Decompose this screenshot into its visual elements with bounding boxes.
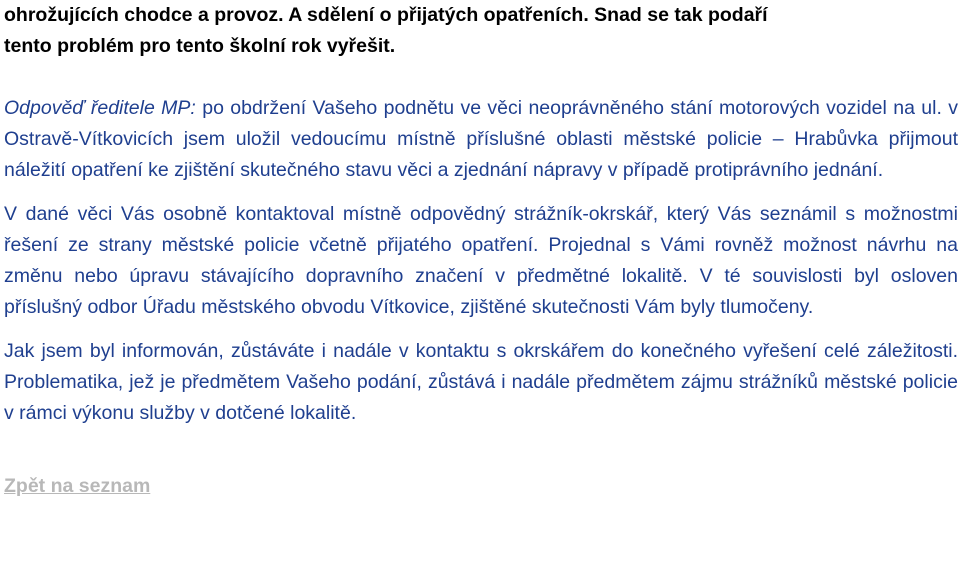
answer-text-1: po obdržení Vašeho podnětu ve věci neoprávněného stání motorových vozidel na ul. v Ostravě-Vítkovicích jsem uložil vedoucímu místně příslušné oblasti městské policie – Hrabůvka přijmout náležití opatření ke zjištění skutečného stavu věci a zjednání nápravy v případě protiprávního jednání. [4, 97, 958, 181]
spacer [4, 186, 958, 199]
document-page [4, 0, 958, 502]
spacer [4, 429, 958, 471]
question-line-2: tento problém pro tento školní rok vyřešit. [4, 35, 396, 57]
spacer [4, 62, 958, 93]
question-text [4, 0, 958, 62]
answer-label: Odpověď ředitele MP: [4, 97, 196, 119]
question-line-1: ohrožujících chodce a provoz. A sdělení o přijatých opatřeních. Snad se tak podaří [4, 4, 768, 26]
answer-paragraph-3: Jak jsem byl informován, zůstáváte i nadále v kontaktu s okrskářem do konečného vyřešení celé záležitosti. Problematika, jež je předmětem Vašeho podání, zůstává i nadále předmětem zájmu strážníků městské policie v rámci výkonu služby v dotčené lokalitě. [4, 340, 958, 424]
answer-paragraph-1 [4, 93, 958, 186]
back-to-list-link[interactable]: Zpět na seznam [4, 475, 151, 497]
answer-paragraph-2: V dané věci Vás osobně kontaktoval místně odpovědný strážník-okrskář, který Vás seznámil s možnostmi řešení ze strany městské policie včetně přijatého opatření. Projednal s Vámi rovněž možnost návrhu na změnu nebo úpravu stávajícího dopravního značení v předmětné lokalitě. V té souvislosti byl osloven příslušný odbor Úřadu městského obvodu Vítkovice, zjištěné skutečnosti Vám byly tlumočeny. [4, 203, 958, 318]
spacer [4, 323, 958, 336]
